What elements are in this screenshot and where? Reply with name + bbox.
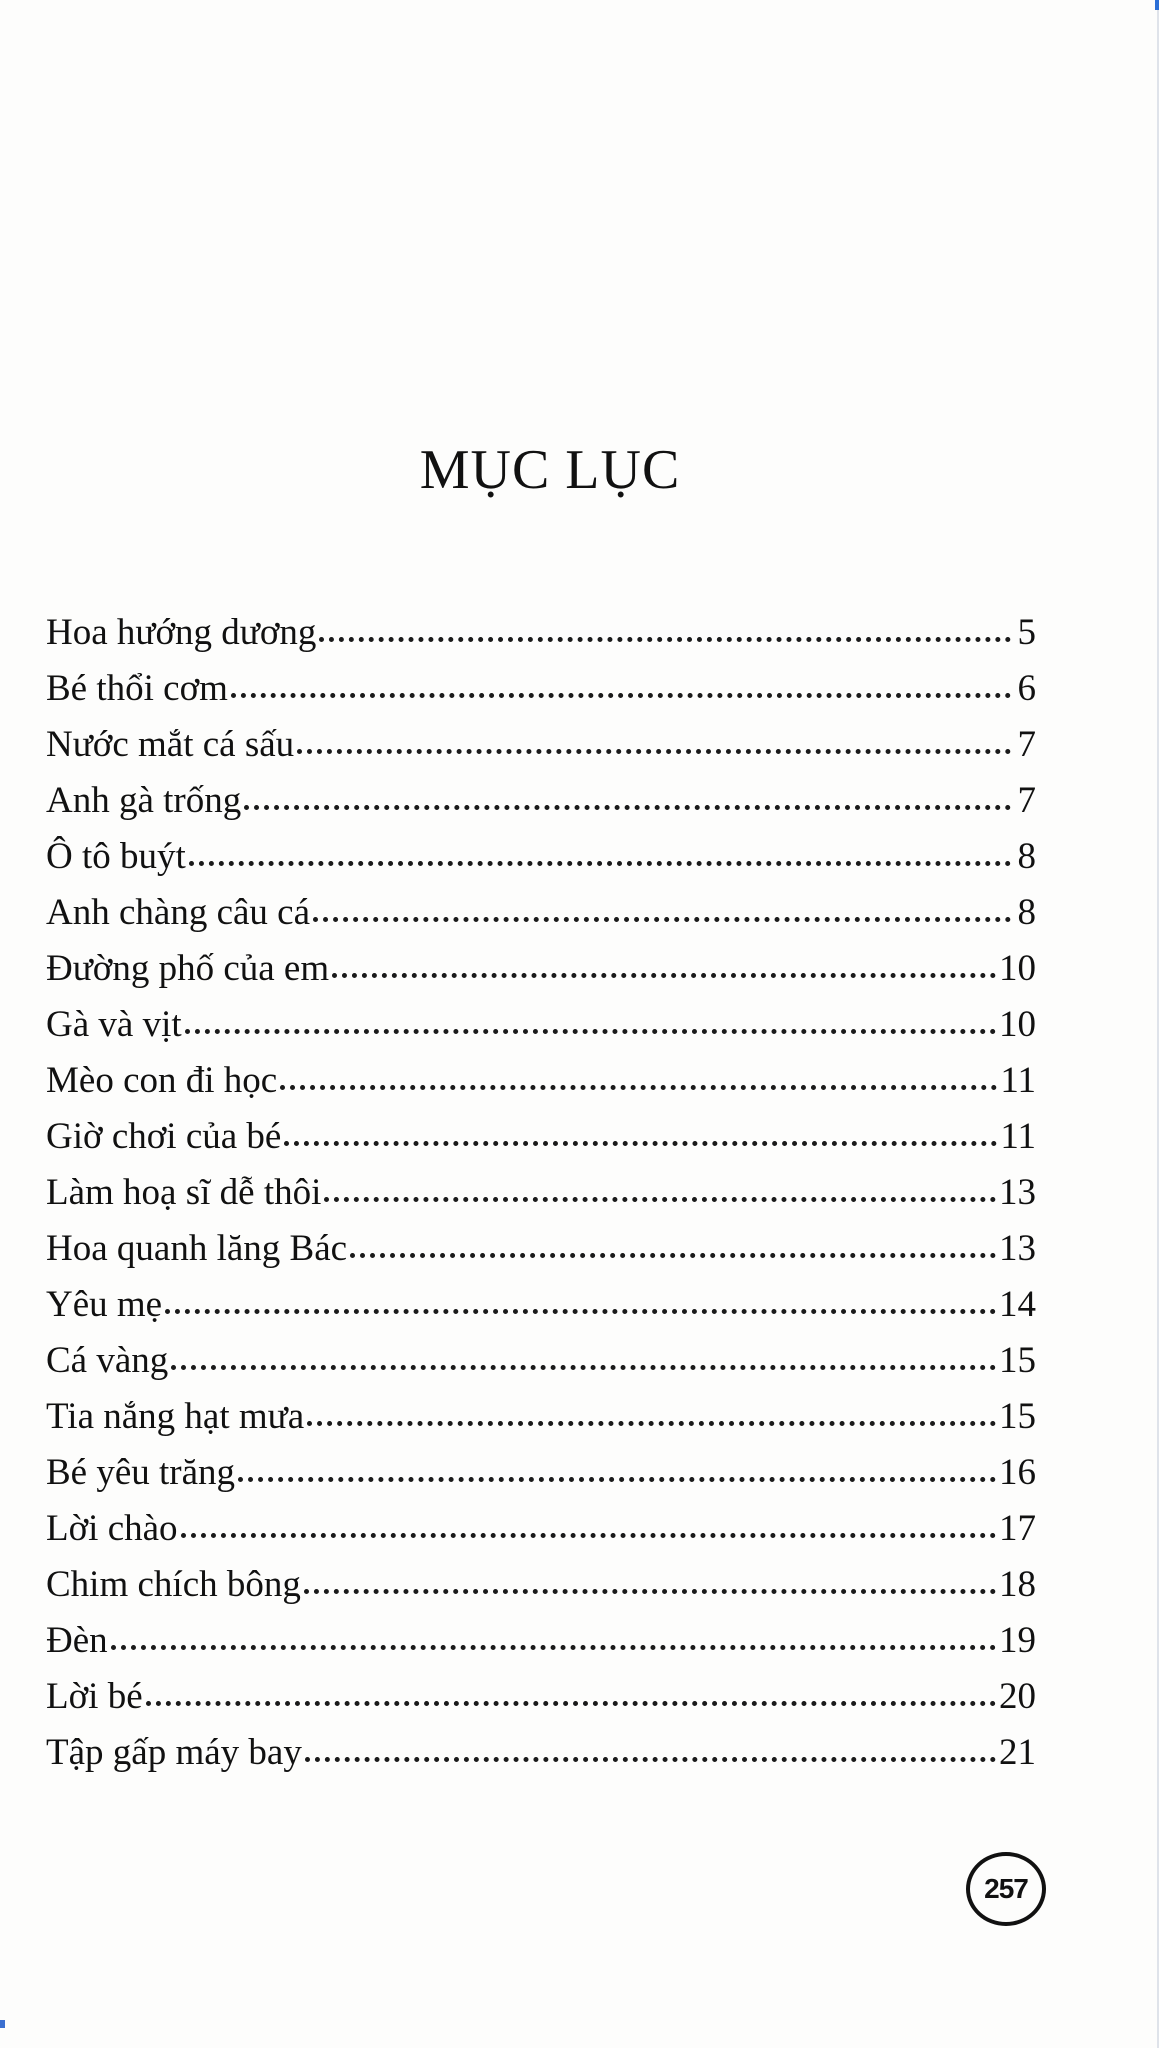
- toc-entry-title: Bé yêu trăng: [46, 1452, 236, 1493]
- dot-leader: [280, 1079, 997, 1090]
- toc-entry-page: 14: [999, 1284, 1036, 1325]
- dot-leader: [238, 1471, 996, 1482]
- toc-entry-title: Gà và vịt: [46, 1004, 182, 1045]
- toc-entry: [46, 1283, 1036, 1339]
- dot-leader: [297, 743, 1011, 754]
- toc-entry: [46, 723, 1036, 779]
- toc-entry: [46, 667, 1036, 723]
- toc-entry-page: 17: [999, 1508, 1036, 1549]
- dot-leader: [244, 799, 1011, 810]
- toc-entry-page: 11: [1000, 1060, 1036, 1101]
- toc-entry: [46, 1675, 1036, 1731]
- toc-entry-page: 11: [1000, 1116, 1036, 1157]
- dot-leader: [305, 1751, 996, 1762]
- toc-entry-page: 18: [999, 1564, 1036, 1605]
- toc-entry-page: 16: [999, 1452, 1036, 1493]
- toc-entry: [46, 1451, 1036, 1507]
- toc-entry-title: Yêu mẹ: [46, 1284, 163, 1325]
- toc-entry-page: 8: [1017, 892, 1036, 933]
- corner-mark: [1155, 0, 1159, 10]
- toc-entry-title: Đường phố của em: [46, 948, 330, 989]
- dot-leader: [307, 1415, 996, 1426]
- toc-entry-title: Hoa hướng dương: [46, 612, 317, 653]
- toc-entry-page: 10: [999, 1004, 1036, 1045]
- dot-leader: [185, 1023, 996, 1034]
- toc-entry: [46, 891, 1036, 947]
- dot-leader: [146, 1695, 996, 1706]
- toc-entry: [46, 1115, 1036, 1171]
- toc-entry: [46, 1395, 1036, 1451]
- page-title: MỤC LỤC: [419, 439, 681, 501]
- toc-entry: [46, 1339, 1036, 1395]
- toc-entry-title: Bé thổi cơm: [46, 668, 228, 709]
- toc-entry: [46, 947, 1036, 1003]
- toc-entry-title: Hoa quanh lăng Bác: [46, 1228, 348, 1269]
- toc-entry-title: Chim chích bông: [46, 1564, 301, 1605]
- dot-leader: [284, 1135, 997, 1146]
- dot-leader: [231, 687, 1011, 698]
- toc-entry-title: Lời chào: [46, 1508, 178, 1549]
- toc-entry: [46, 611, 1036, 667]
- toc-entry-title: Làm hoạ sĩ dễ thôi: [46, 1172, 322, 1213]
- toc-entry-title: Lời bé: [46, 1676, 143, 1717]
- toc-entry: [46, 779, 1036, 835]
- toc-entry-page: 5: [1017, 612, 1036, 653]
- toc-entry-page: 10: [999, 948, 1036, 989]
- table-of-contents: [46, 611, 1036, 1787]
- toc-entry-title: Tập gấp máy bay: [46, 1732, 302, 1773]
- toc-entry-title: Ô tô buýt: [46, 836, 186, 877]
- toc-entry: [46, 1563, 1036, 1619]
- toc-entry-page: 15: [999, 1396, 1036, 1437]
- toc-entry-page: 7: [1017, 724, 1036, 765]
- dot-leader: [181, 1527, 996, 1538]
- dot-leader: [189, 855, 1011, 866]
- toc-entry-page: 20: [999, 1676, 1036, 1717]
- dot-leader: [171, 1359, 996, 1370]
- toc-entry-title: Anh chàng câu cá: [46, 892, 311, 933]
- dot-leader: [324, 1191, 996, 1202]
- toc-entry: [46, 835, 1036, 891]
- toc-entry: [46, 1059, 1036, 1115]
- toc-entry: [46, 1003, 1036, 1059]
- dot-leader: [304, 1583, 996, 1594]
- toc-entry-title: Tia nắng hạt mưa: [46, 1396, 305, 1437]
- toc-entry-page: 13: [999, 1172, 1036, 1213]
- toc-entry: [46, 1171, 1036, 1227]
- toc-entry-page: 6: [1017, 668, 1036, 709]
- dot-leader: [332, 967, 996, 978]
- dot-leader: [111, 1639, 996, 1650]
- scan-mark: [0, 2020, 5, 2028]
- toc-entry-title: Cá vàng: [46, 1340, 169, 1381]
- toc-entry-page: 8: [1017, 836, 1036, 877]
- dot-leader: [313, 911, 1011, 922]
- dot-leader: [165, 1303, 996, 1314]
- toc-entry-title: Mèo con đi học: [46, 1060, 278, 1101]
- toc-entry-title: Nước mắt cá sấu: [46, 724, 295, 765]
- toc-entry-page: 15: [999, 1340, 1036, 1381]
- page-number-badge: 257: [966, 1852, 1046, 1926]
- toc-entry-page: 7: [1017, 780, 1036, 821]
- toc-entry-page: 19: [999, 1620, 1036, 1661]
- toc-entry-page: 13: [999, 1228, 1036, 1269]
- toc-entry-title: Giờ chơi của bé: [46, 1116, 282, 1157]
- toc-entry-title: Đèn: [46, 1620, 108, 1661]
- dot-leader: [350, 1247, 996, 1258]
- toc-entry: [46, 1731, 1036, 1787]
- dot-leader: [319, 631, 1011, 642]
- toc-entry-title: Anh gà trống: [46, 780, 242, 821]
- toc-entry: [46, 1619, 1036, 1675]
- toc-entry: [46, 1507, 1036, 1563]
- toc-entry: [46, 1227, 1036, 1283]
- toc-entry-page: 21: [999, 1732, 1036, 1773]
